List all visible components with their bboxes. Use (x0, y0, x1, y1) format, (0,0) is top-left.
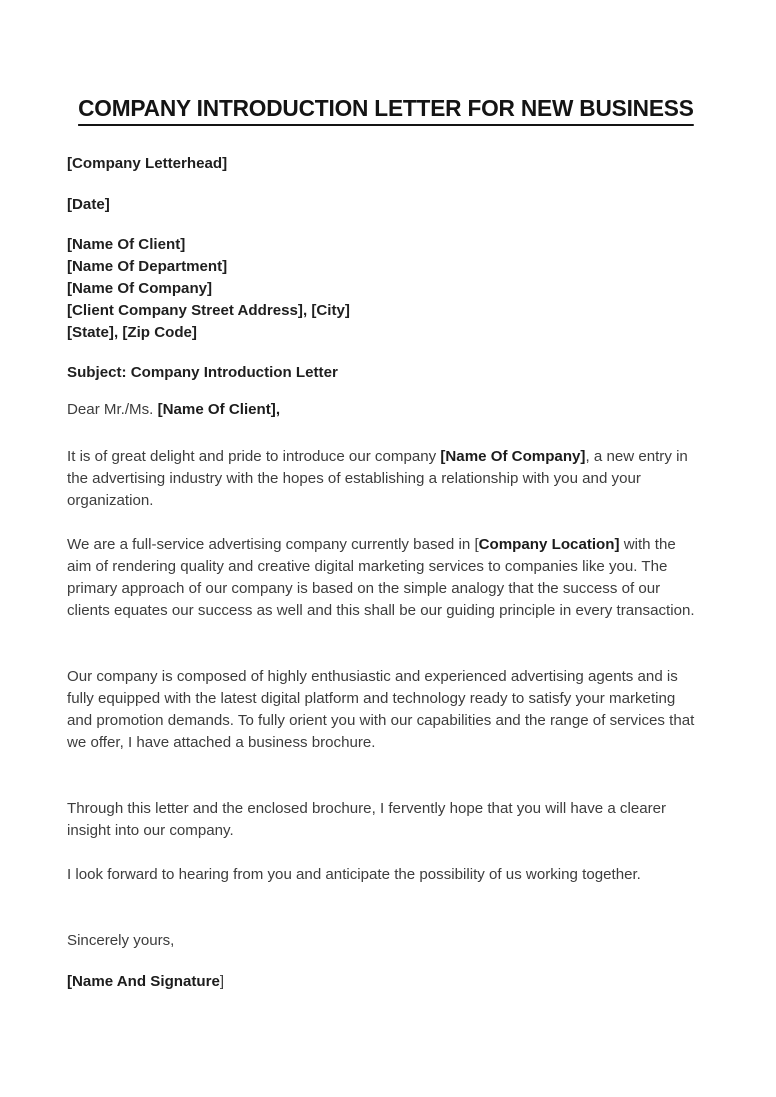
date-placeholder (67, 194, 701, 216)
recipient-state-zip-line: [State], [Zip Code] (67, 324, 197, 341)
signature-line (67, 971, 701, 993)
body-paragraph-2 (67, 534, 701, 622)
recipient-company-line: [Name Of Company] (67, 280, 213, 297)
body-paragraph-5: I look forward to hearing from you and anticipate the possibility of us working together. (67, 866, 641, 883)
subject-label: Subject: Company Introduction Letter (67, 364, 338, 381)
closing-label: Sincerely yours, (67, 932, 175, 949)
paragraph-1-text-part-2: , a new entry in the advertising industry with the hopes of establishing a relationship with you and your organization. (67, 448, 688, 509)
closing-line (67, 930, 701, 952)
recipient-department-line: [Name Of Department] (67, 258, 228, 275)
paragraph-1-text-part-1: It is of great delight and pride to introduce our company (67, 448, 441, 465)
paragraph-2-location-placeholder: Company Location] (478, 536, 620, 553)
recipient-address-block (67, 234, 701, 344)
recipient-street-city-line: [Client Company Street Address], [City] (67, 302, 350, 319)
page-title-text: COMPANY INTRODUCTION LETTER FOR NEW BUSINESS (78, 94, 694, 126)
body-paragraph-3: Our company is composed of highly enthusiastic and experienced advertising agents and is fully equipped with the latest digital platform and technology ready to satisfy your marketing and promotion demands. To fully orient you with our capabilities and the range of services that we offer, I have attached a business brochure. (67, 668, 695, 751)
paragraph-2-bracket-open: [ (474, 536, 479, 553)
paragraph-2-text-part-1: We are a full-service advertising company currently based in (67, 536, 475, 553)
date-label: [Date] (67, 196, 110, 213)
recipient-name-line: [Name Of Client] (67, 236, 186, 253)
page-title (78, 94, 694, 126)
body-paragraph-1 (67, 446, 701, 512)
paragraph-2-text-part-2: with the aim of rendering quality and creative digital marketing services to companies like you. The primary approach of our company is based on the simple analogy that the success of our clients equates our success as well and this shall be our guiding principle in every transaction. (67, 536, 695, 619)
body-paragraph-4: Through this letter and the enclosed brochure, I fervently hope that you will have a clearer insight into our company. (67, 800, 667, 839)
signature-bracket-close: ] (219, 973, 225, 990)
signature-placeholder: [Name And Signature (67, 973, 220, 990)
salutation-line (67, 399, 701, 421)
subject-line (67, 362, 701, 384)
salutation-client-placeholder: [Name Of Client], (157, 401, 281, 418)
letterhead-label: [Company Letterhead] (67, 155, 228, 172)
salutation-prefix: Dear Mr./Ms. (67, 401, 158, 418)
paragraph-1-company-placeholder: [Name Of Company] (440, 448, 586, 465)
company-letterhead-placeholder (67, 153, 701, 175)
